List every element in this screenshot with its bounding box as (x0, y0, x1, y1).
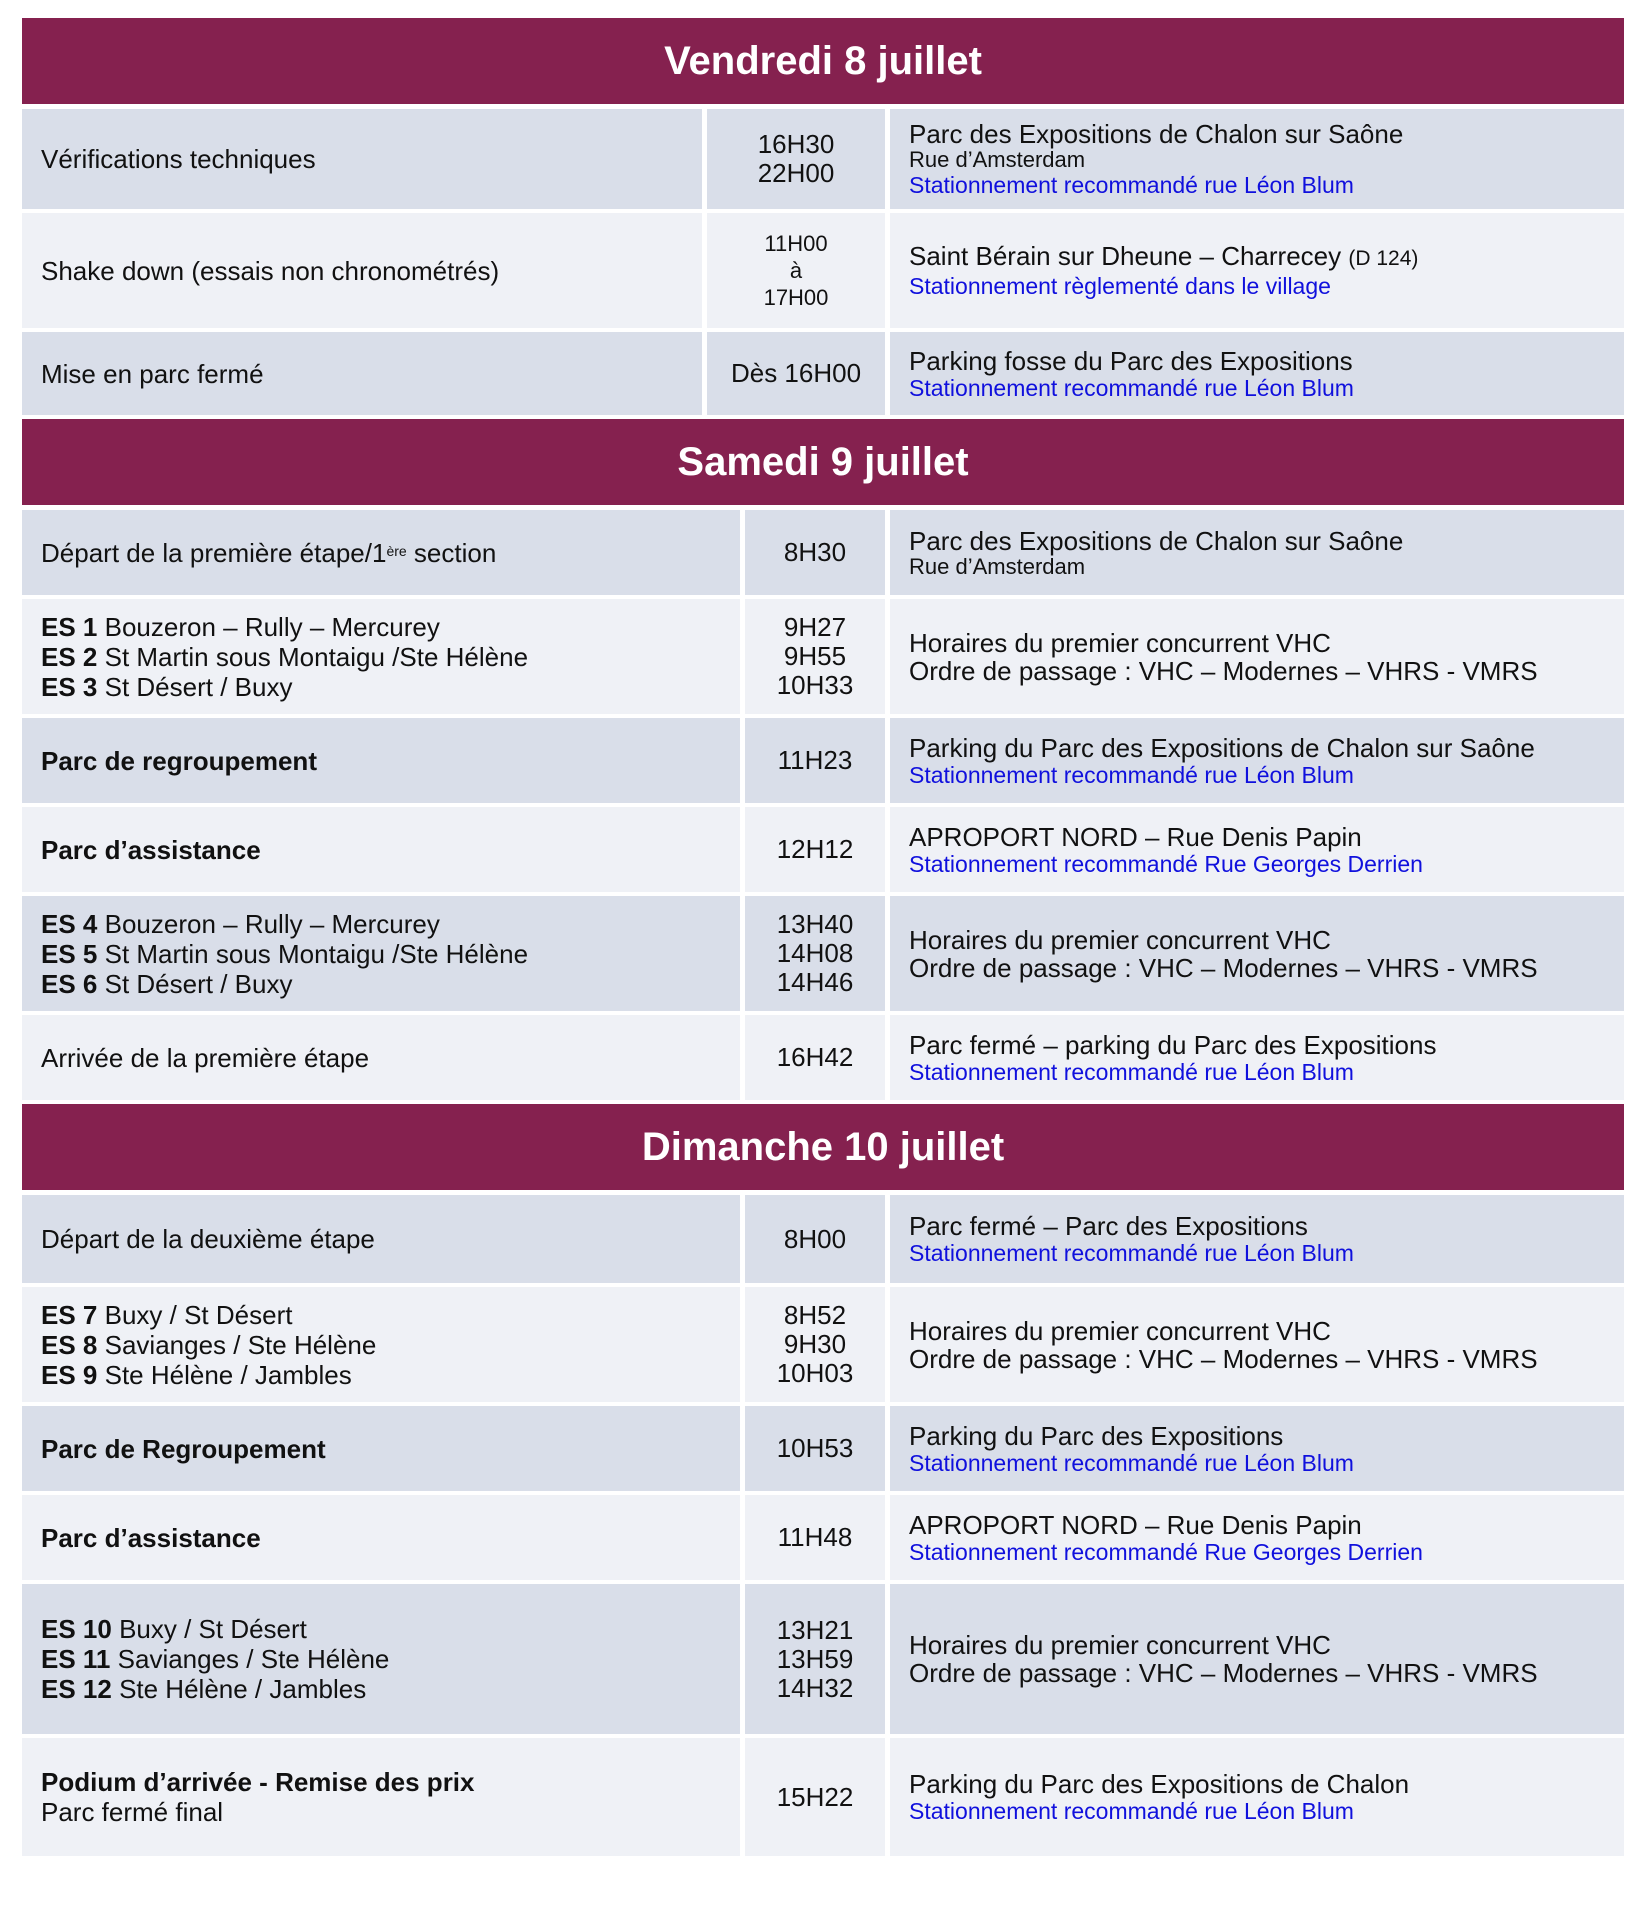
event-label-line (41, 835, 740, 865)
day-section (22, 18, 1624, 415)
location-name: Parc fermé – parking du Parc des Expositions (909, 1029, 1437, 1060)
stage-line (41, 1330, 740, 1360)
order-of-passage: Ordre de passage : VHC – Modernes – VHRS - VMRS (909, 655, 1538, 686)
stage-code: ES 4 (41, 908, 98, 939)
time-value: 9H27 (783, 612, 847, 642)
event-label: Parc d’assistance (41, 834, 261, 865)
time-cell (745, 1287, 885, 1402)
time-cell (745, 1015, 885, 1100)
location-line (909, 926, 1624, 954)
time-value: 11H48 (777, 1522, 853, 1552)
location-name: Horaires du premier concurrent VHC (909, 924, 1331, 955)
parking-note: Stationnement recommandé rue Léon Blum (909, 374, 1354, 401)
event-label-line (41, 538, 740, 568)
location-cell (890, 1495, 1624, 1580)
location-cell (890, 213, 1624, 328)
schedule-row (22, 896, 1624, 1011)
location-name: Parking du Parc des Expositions (909, 1420, 1284, 1451)
parking-note: Stationnement recommandé Rue Georges Derrien (909, 1538, 1423, 1565)
time-value: 17H00 (763, 285, 829, 310)
stage-line (41, 1644, 740, 1674)
event-label: Parc de regroupement (41, 745, 317, 776)
event-label-line (41, 359, 702, 389)
event-cell (22, 807, 740, 892)
time-value: 9H30 (783, 1329, 847, 1359)
stage-line (41, 642, 740, 672)
parking-note: Stationnement recommandé rue Léon Blum (909, 1058, 1354, 1085)
stage-name: St Désert / Buxy (104, 671, 293, 702)
time-value: 11H00 (764, 231, 828, 256)
event-label: Départ de la première étape/1 (41, 537, 387, 568)
location-line (909, 527, 1624, 555)
event-label: Parc d’assistance (41, 1522, 261, 1553)
day-header: Dimanche 10 juillet (22, 1104, 1624, 1190)
order-of-passage: Ordre de passage : VHC – Modernes – VHRS - VMRS (909, 1343, 1538, 1374)
time-value: 14H32 (776, 1672, 854, 1703)
time-cell (745, 807, 885, 892)
location-cell (890, 807, 1624, 892)
time-value: 10H53 (776, 1433, 854, 1463)
day-section (22, 1104, 1624, 1856)
location-name: Parking du Parc des Expositions de Chalon (909, 1769, 1410, 1799)
stage-line (41, 969, 740, 999)
location-cell (890, 1406, 1624, 1491)
time-cell (745, 1406, 885, 1491)
stage-name: Ste Hélène / Jambles (104, 1359, 352, 1390)
event-label-line (41, 1224, 740, 1254)
event-cell (22, 599, 740, 714)
order-of-passage: Ordre de passage : VHC – Modernes – VHRS - VMRS (909, 1658, 1538, 1688)
time-cell (707, 109, 885, 209)
stage-line (41, 909, 740, 939)
schedule-row (22, 1584, 1624, 1734)
schedule-table (22, 18, 1624, 1860)
time-value: 14H46 (776, 967, 854, 997)
stage-line (41, 1300, 740, 1330)
location-line (909, 242, 1624, 273)
location-cell (890, 1584, 1624, 1734)
stage-name: St Martin sous Montaigu /Ste Hélène (104, 938, 529, 969)
time-value: 16H30 (757, 129, 835, 159)
stage-name: Buxy / St Désert (119, 1614, 307, 1644)
event-label-secondary: Parc fermé final (41, 1797, 224, 1827)
stage-name: Savianges / Ste Hélène (117, 1644, 390, 1674)
stage-code: ES 9 (41, 1359, 98, 1390)
location-name: APROPORT NORD – Rue Denis Papin (909, 1509, 1362, 1540)
stage-name: Buxy / St Désert (104, 1299, 293, 1330)
parking-note: Stationnement recommandé Rue Georges Derrien (909, 850, 1423, 877)
location-cell (890, 1738, 1624, 1856)
schedule-row (22, 213, 1624, 328)
day-header: Vendredi 8 juillet (22, 18, 1624, 104)
stage-name: St Martin sous Montaigu /Ste Hélène (104, 641, 529, 672)
event-cell (22, 510, 740, 595)
location-line (909, 1511, 1624, 1539)
time-value: 13H40 (776, 909, 854, 939)
location-cell (890, 109, 1624, 209)
location-line (909, 347, 1624, 375)
schedule-row (22, 807, 1624, 892)
location-line (909, 1212, 1624, 1240)
location-name: APROPORT NORD – Rue Denis Papin (909, 821, 1362, 852)
time-value: 11H23 (777, 745, 853, 775)
time-value: 13H21 (776, 1614, 854, 1645)
event-label-line (41, 1767, 740, 1797)
event-cell (22, 1406, 740, 1491)
time-value: à (789, 258, 803, 283)
parking-note: Stationnement recommandé rue Léon Blum (909, 761, 1354, 788)
event-label: Départ de la deuxième étape (41, 1224, 375, 1254)
event-cell (22, 1015, 740, 1100)
location-line (909, 1422, 1624, 1450)
location-line (909, 734, 1624, 762)
event-label-sup: ère (386, 542, 407, 559)
location-cell (890, 1287, 1624, 1402)
stage-code: ES 1 (41, 611, 98, 642)
time-value: 8H52 (783, 1300, 847, 1330)
schedule-row (22, 718, 1624, 803)
stage-code: ES 7 (41, 1299, 98, 1330)
event-cell (22, 896, 740, 1011)
time-cell (745, 1195, 885, 1283)
stage-code: ES 8 (41, 1329, 98, 1360)
location-line (909, 1031, 1624, 1059)
location-road: (D 124) (1348, 247, 1419, 270)
parking-note: Stationnement recommandé rue Léon Blum (909, 1798, 1354, 1824)
time-value: Dès 16H00 (730, 358, 862, 388)
location-street: Rue d’Amsterdam (909, 553, 1086, 579)
schedule-row (22, 1406, 1624, 1491)
schedule-row (22, 1738, 1624, 1856)
schedule-row (22, 1495, 1624, 1580)
event-cell (22, 332, 702, 415)
time-value: 15H22 (776, 1781, 854, 1812)
event-label: Mise en parc fermé (41, 358, 264, 389)
day-header: Samedi 9 juillet (22, 419, 1624, 505)
time-value: 14H08 (776, 938, 854, 968)
stage-code: ES 3 (41, 671, 98, 702)
location-name: Parking du Parc des Expositions de Chalon sur Saône (909, 732, 1535, 763)
location-name: Parc des Expositions de Chalon sur Saône (909, 119, 1404, 149)
time-cell (745, 1584, 885, 1734)
stage-code: ES 2 (41, 641, 98, 672)
stage-code: ES 11 (41, 1644, 111, 1674)
event-label: Shake down (essais non chronométrés) (41, 255, 500, 286)
event-label-line (41, 1523, 740, 1553)
schedule-row (22, 510, 1624, 595)
location-name: Parc des Expositions de Chalon sur Saône (909, 525, 1404, 556)
location-cell (890, 1195, 1624, 1283)
parking-note: Stationnement recommandé rue Léon Blum (909, 172, 1354, 198)
location-cell (890, 1015, 1624, 1100)
event-label: Podium d’arrivée - Remise des prix (41, 1767, 475, 1797)
day-section (22, 419, 1624, 1100)
time-value: 10H33 (776, 670, 854, 700)
location-line (909, 1317, 1624, 1345)
stage-line (41, 612, 740, 642)
time-value: 22H00 (757, 158, 835, 188)
location-cell (890, 599, 1624, 714)
time-value: 9H55 (783, 641, 847, 671)
event-label-line (41, 1434, 740, 1464)
event-cell (22, 109, 702, 209)
schedule-row (22, 599, 1624, 714)
stage-line (41, 672, 740, 702)
schedule-row (22, 109, 1624, 209)
event-cell (22, 1738, 740, 1856)
order-of-passage: Ordre de passage : VHC – Modernes – VHRS - VMRS (909, 952, 1538, 983)
time-value: 13H59 (776, 1643, 854, 1674)
event-label: Parc de Regroupement (41, 1433, 326, 1464)
parking-note: Stationnement règlementé dans le village (909, 273, 1331, 299)
event-cell (22, 1195, 740, 1283)
event-label-line (41, 746, 740, 776)
stage-name: Bouzeron – Rully – Mercurey (104, 908, 440, 939)
schedule-row (22, 1287, 1624, 1402)
schedule-row (22, 332, 1624, 415)
stage-line (41, 1614, 740, 1644)
location-line (909, 1631, 1624, 1659)
time-value: 8H00 (783, 1223, 847, 1254)
event-cell (22, 1287, 740, 1402)
stage-line (41, 1360, 740, 1390)
stage-code: ES 10 (41, 1614, 112, 1644)
time-cell (745, 718, 885, 803)
time-cell (745, 1495, 885, 1580)
schedule-row (22, 1015, 1624, 1100)
stage-name: Savianges / Ste Hélène (104, 1329, 377, 1360)
event-label-line (41, 1043, 740, 1073)
event-label-line (41, 144, 702, 174)
location-name: Parking fosse du Parc des Expositions (909, 345, 1353, 376)
event-label: Vérifications techniques (41, 144, 316, 174)
stage-name: Ste Hélène / Jambles (119, 1674, 367, 1704)
location-name: Horaires du premier concurrent VHC (909, 627, 1331, 658)
location-street: Rue d’Amsterdam (909, 147, 1086, 172)
time-cell (745, 896, 885, 1011)
time-cell (745, 510, 885, 595)
location-cell (890, 718, 1624, 803)
event-label: Arrivée de la première étape (41, 1042, 370, 1073)
stage-code: ES 12 (41, 1674, 112, 1704)
stage-name: St Désert / Buxy (104, 968, 293, 999)
event-label-tail: section (406, 537, 497, 568)
time-value: 12H12 (776, 834, 854, 864)
time-cell (707, 332, 885, 415)
event-label-line (41, 256, 702, 286)
time-cell (707, 213, 885, 328)
time-cell (745, 1738, 885, 1856)
time-value: 10H03 (776, 1358, 854, 1388)
event-cell (22, 213, 702, 328)
stage-line (41, 1674, 740, 1704)
location-name: Horaires du premier concurrent VHC (909, 1630, 1331, 1660)
time-value: 16H42 (776, 1042, 854, 1072)
location-cell (890, 510, 1624, 595)
parking-note: Stationnement recommandé rue Léon Blum (909, 1449, 1354, 1476)
time-value: 8H30 (783, 537, 847, 567)
event-cell (22, 1584, 740, 1734)
stage-code: ES 5 (41, 938, 98, 969)
location-name: Parc fermé – Parc des Expositions (909, 1211, 1308, 1241)
location-line (909, 823, 1624, 851)
schedule-row (22, 1195, 1624, 1283)
event-cell (22, 718, 740, 803)
time-cell (745, 599, 885, 714)
location-line (909, 1770, 1624, 1798)
event-cell (22, 1495, 740, 1580)
parking-note: Stationnement recommandé rue Léon Blum (909, 1240, 1354, 1266)
location-cell (890, 896, 1624, 1011)
stage-name: Bouzeron – Rully – Mercurey (104, 611, 440, 642)
location-line (909, 120, 1624, 148)
stage-line (41, 939, 740, 969)
location-name: Horaires du premier concurrent VHC (909, 1315, 1331, 1346)
stage-code: ES 6 (41, 968, 98, 999)
location-cell (890, 332, 1624, 415)
location-name: Saint Bérain sur Dheune – Charrecey (909, 241, 1342, 271)
location-line (909, 629, 1624, 657)
